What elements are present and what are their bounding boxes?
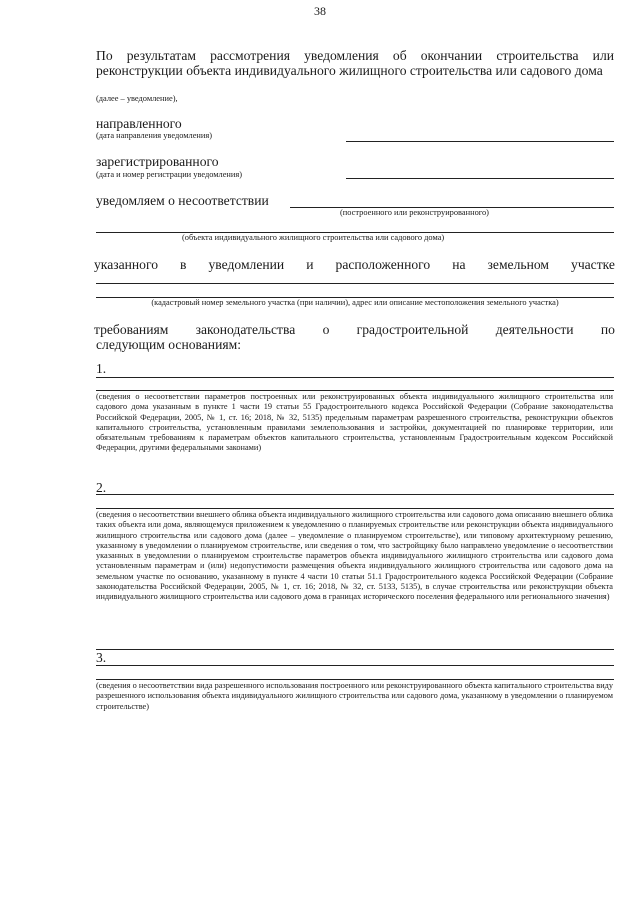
intro-paragraph <box>96 48 614 78</box>
object-note: (построенного или реконструированного) <box>340 208 489 217</box>
land-word: расположенного <box>335 257 431 272</box>
section-1-note: (сведения о несоответствии параметров построенных или реконструированных объекта индивидуального жилищного строительства или садового дома указанным в пункте 1 части 19 статьи 55 Градостроительного кодекса Российской Федерации (Собрание законодательства Российской Федерации, 2005, № 1, ст. 16; 2018, № 32, 5135) предельным параметрам разрешенного строительства, реконструкции объектов капитального строительства, установленным правилами землепользования и застройки, документацией по планировке территории, или обязательным требованиям к параметрам объектов капитального строительства, установленным Градостроительным кодексом Российской Федерации, другими федеральными законами) <box>96 392 613 453</box>
land-field-1 <box>96 283 614 284</box>
requirements-word: законодательства <box>195 322 296 337</box>
registered-note: (дата и номер регистрации уведомления) <box>96 170 243 179</box>
land-word: участке <box>571 257 615 272</box>
section-2-number: 2. <box>96 480 107 495</box>
sent-note: (дата направления уведомления) <box>96 131 213 140</box>
land-word: указанного <box>94 257 159 272</box>
requirements-word: градостроительной <box>356 322 469 337</box>
section-2-field-2 <box>96 508 614 509</box>
section-3-number: 3. <box>96 650 107 665</box>
cadastral-note: (кадастровый номер земельного участка (при наличии), адрес или описание местоположения земельного участка) <box>151 298 559 307</box>
object-type-note: (объекта индивидуального жилищного строительства или садового дома) <box>182 233 445 242</box>
registered-label: зарегистрированного <box>96 154 219 169</box>
requirements-word: по <box>600 322 615 337</box>
registered-field <box>346 178 614 179</box>
section-1-field-1 <box>96 377 614 378</box>
requirements-word: о <box>322 322 330 337</box>
land-word: уведомлении <box>208 257 285 272</box>
land-word: земельном <box>487 257 549 272</box>
requirements-tail: следующим основаниям: <box>96 337 241 352</box>
land-word: на <box>452 257 466 272</box>
land-word: в <box>180 257 187 272</box>
land-line <box>94 257 615 272</box>
notify-label: уведомляем о несоответствии <box>96 193 269 208</box>
intro-text: По результатам рассмотрения уведомления об окончании строительства или реконструкции объекта индивидуального жилищного строительства или садового дома <box>96 48 614 78</box>
sent-date-field <box>346 141 614 142</box>
section-2-field-1 <box>96 494 614 495</box>
requirements-word: деятельности <box>495 322 574 337</box>
section-3-field-1 <box>96 665 614 666</box>
section-3-field-2 <box>96 679 614 680</box>
page-number: 38 <box>314 4 326 18</box>
requirements-line <box>94 322 615 337</box>
requirements-word: требованиям <box>94 322 169 337</box>
section-2-note: (сведения о несоответствии внешнего облика объекта индивидуального жилищного строительства или садового дома описанию внешнего облика таких объекта или дома, являющемуся приложением к уведомлению о планируемых строительстве или реконструкции объекта индивидуального жилищного строительства или садового дома (далее – уведомление о планируемом строительстве), или типовому архитектурному решению, указанному в уведомлении о планируемом строительстве, или сведения о том, что застройщику было направлено уведомление о несоответствии указанных в уведомлении о планируемом строительстве параметров объекта индивидуального жилищного строительства или садового дома установленным параметрам и (или) недопустимости размещения объекта индивидуального жилищного строительства или садового дома на земельном участке по основанию, указанному в пункте 4 части 10 статьи 51.1 Градостроительного кодекса Российской Федерации (Собрание законодательства Российской Федерации, 2005, № 1, ст. 16; 2018, № 32, ст. 5133, 5135), в случае строительства или реконструкции объекта индивидуального жилищного строительства или садового дома в границах исторического поселения федерального или регионального значения) <box>96 510 613 602</box>
land-word: и <box>306 257 314 272</box>
section-1-number: 1. <box>96 361 107 376</box>
intro-note: (далее – уведомление), <box>96 94 178 103</box>
section-1-field-2 <box>96 390 614 391</box>
section-3-note: (сведения о несоответствии вида разрешенного использования построенного или реконструированного объекта капитального строительства виду разрешенного использования объекта индивидуального жилищного строительства или садового дома, указанному в уведомлении о планируемом строительстве) <box>96 681 613 711</box>
section-3-field-0 <box>96 649 614 650</box>
sent-label: направленного <box>96 116 182 131</box>
